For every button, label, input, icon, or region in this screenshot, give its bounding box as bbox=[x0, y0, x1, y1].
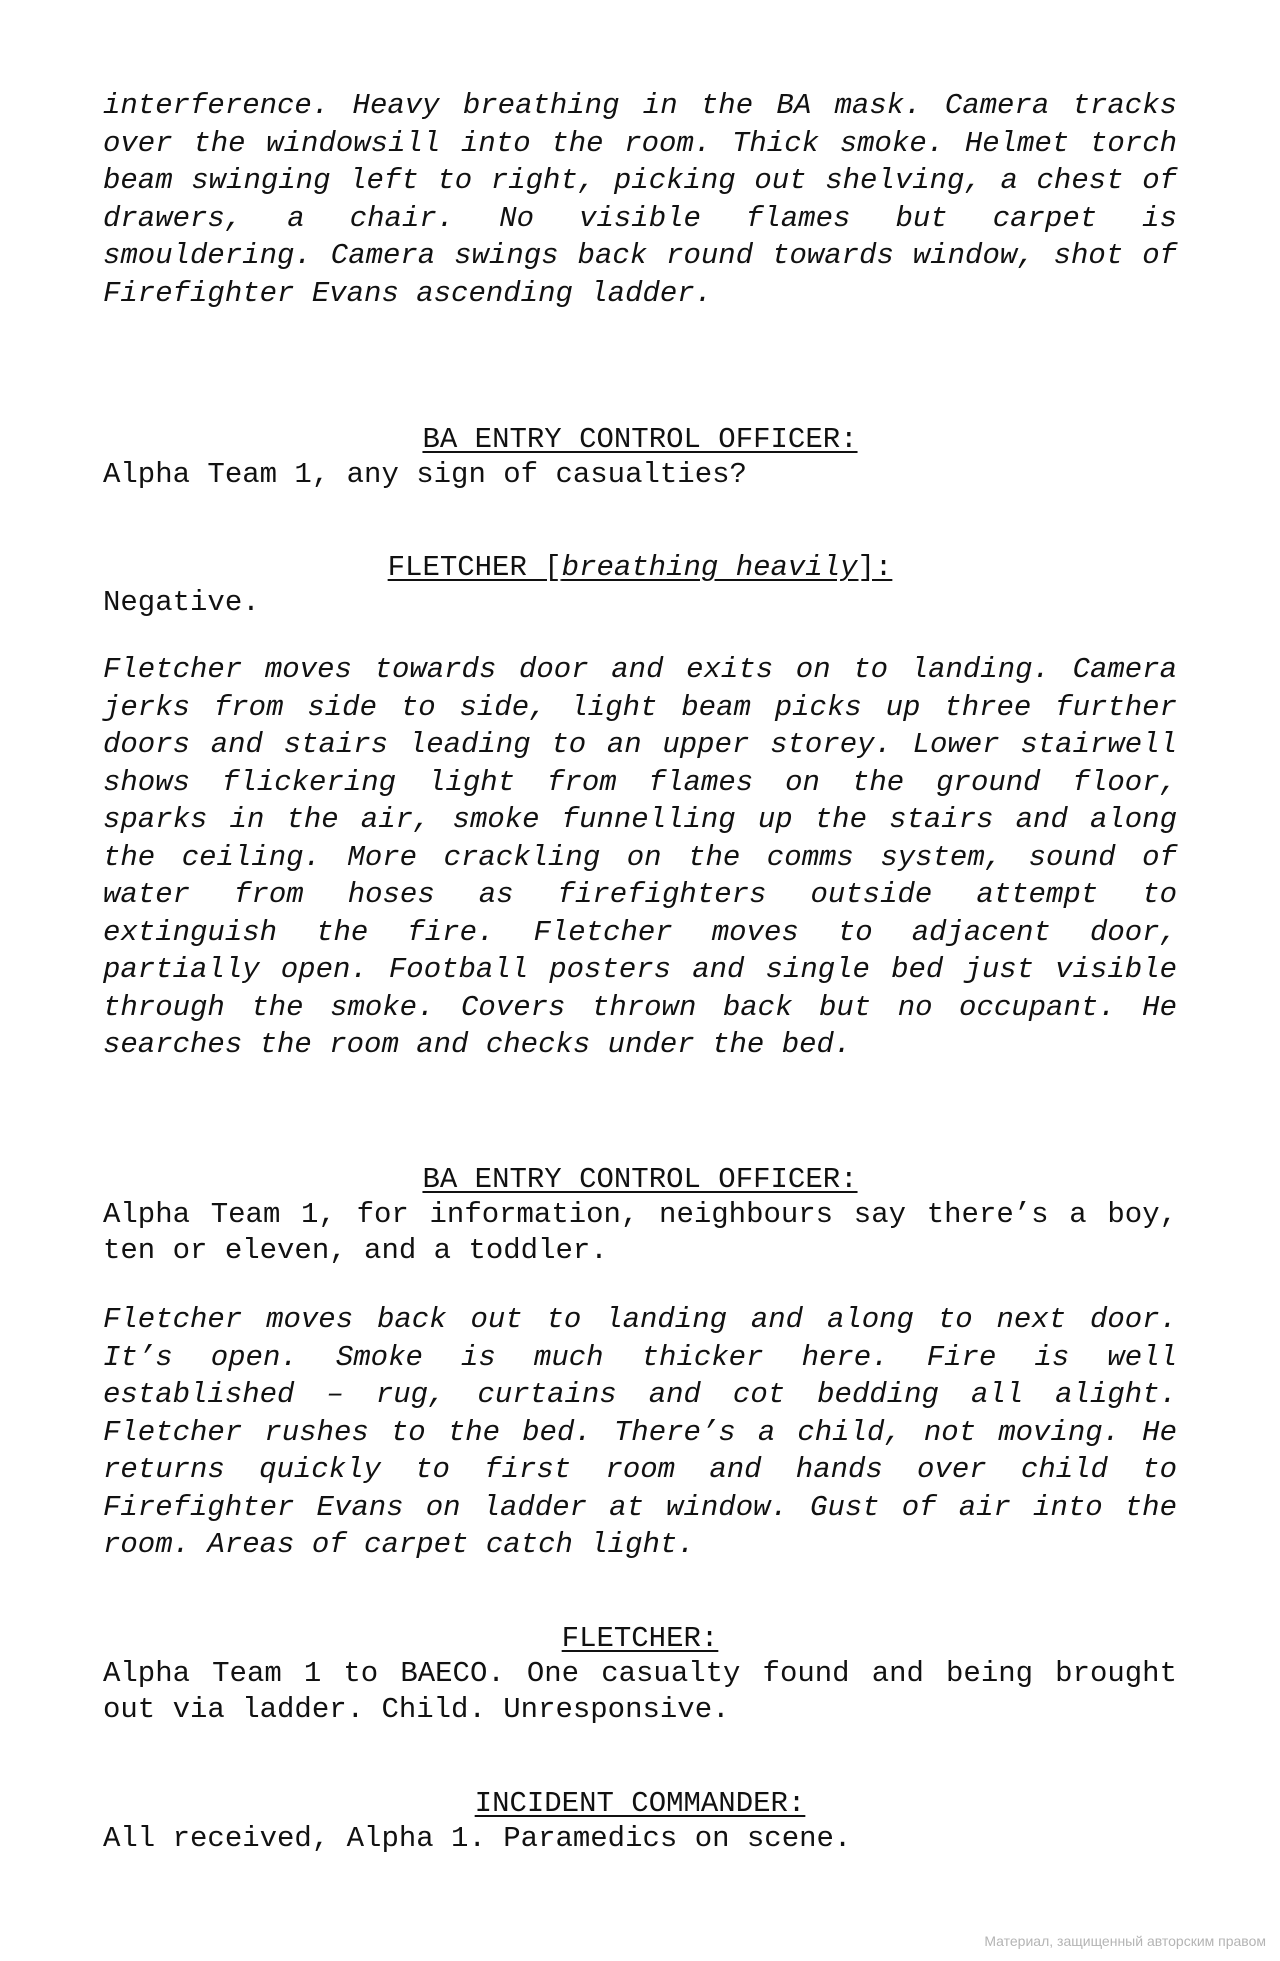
character-cue: BA ENTRY CONTROL OFFICER: bbox=[422, 423, 858, 456]
action-paragraph: Fletcher moves towards door and exits on to landing. Camera jerks from side to side, light beam picks up three further doors and stairs leading to an upper storey. Lower stairwell shows flickering light from flames on the ground floor, sparks in the air, smoke funnelling up the stairs and along the ceiling. More crackling on the comms system, sound of water from hoses as firefighters outside attempt to extinguish the fire. Fletcher moves to adjacent door, partially open. Football posters and single bed just visible through the smoke. Covers thrown back but no occupant. He searches the room and checks under the bed. bbox=[103, 653, 1177, 1061]
character-cue: INCIDENT COMMANDER: bbox=[474, 1787, 806, 1820]
character-cue: BA ENTRY CONTROL OFFICER: bbox=[422, 1163, 858, 1196]
dialogue-line: Alpha Team 1, any sign of casualties? bbox=[103, 458, 747, 491]
cue-name: FLETCHER [ bbox=[387, 551, 562, 584]
dialogue-line: Alpha Team 1 to BAECO. One casualty found and being brought out via ladder. Child. Unresponsive. bbox=[103, 1657, 1177, 1726]
character-cue bbox=[103, 549, 1177, 587]
action-paragraph: Fletcher moves back out to landing and along to next door. It’s open. Smoke is much thicker here. Fire is well established – rug, curtains and cot bedding all alight. Fletcher rushes to the bed. There’s a child, not moving. He returns quickly to first room and hands over child to Firefighter Evans on ladder at window. Gust of air into the room. Areas of carpet catch light. bbox=[103, 1303, 1177, 1561]
dialogue-line: Alpha Team 1, for information, neighbours say there’s a boy, ten or eleven, and a toddler. bbox=[103, 1198, 1177, 1267]
cue-parenthetical: breathing heavily bbox=[561, 551, 858, 584]
character-cue: FLETCHER: bbox=[561, 1622, 719, 1655]
action-paragraph: interference. Heavy breathing in the BA mask. Camera tracks over the windowsill into the room. Thick smoke. Helmet torch beam swinging left to right, picking out shelving, a chest of drawers, a chair. No visible flames but carpet is smouldering. Camera swings back round towards window, shot of Firefighter Evans ascending ladder. bbox=[103, 89, 1177, 310]
copyright-watermark: Материал, защищенный авторским правом bbox=[984, 1933, 1266, 1949]
dialogue-line: All received, Alpha 1. Paramedics on scene. bbox=[103, 1822, 852, 1855]
cue-close: ]: bbox=[857, 551, 893, 584]
dialogue-line: Negative. bbox=[103, 586, 260, 619]
